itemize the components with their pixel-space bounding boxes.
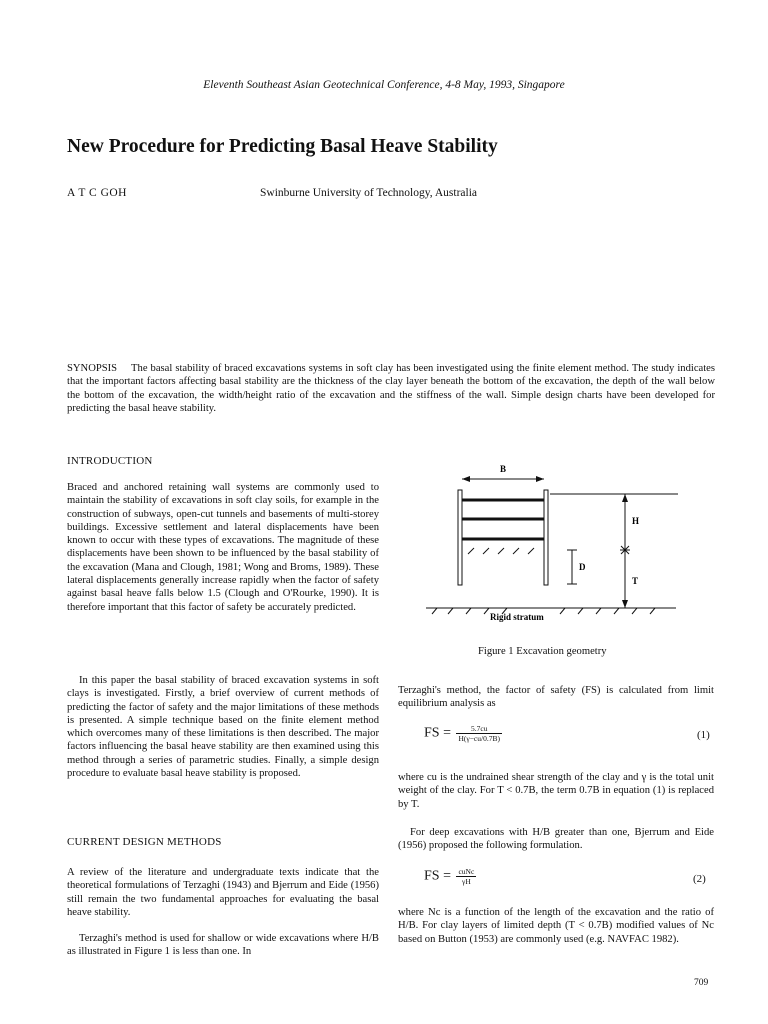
introduction-heading: INTRODUCTION [67, 455, 153, 467]
excavation-diagram [420, 458, 690, 628]
introduction-paragraph-1: Braced and anchored retaining wall systems are commonly used to maintain the stability of excavations in soft clay soils, for example in the construction of subways, open-cut tunnels and basements of multi-storey buildings. Excessive settlement and lateral displacements have been known to occur with these types of excavations. The magnitude of these displacements have been shown to be influenced by the basal stability of the excavation (Mana and Clough, 1981; Wong and Broms, 1989). These lateral displacements generally increase rapidly when the factor of safety against basal heave falls below 1.5 (Clough and O'Rourke, 1990). It is therefore important that this factor of safety be accurately predicted. [67, 482, 379, 613]
label-h: H [632, 516, 640, 526]
synopsis-text: The basal stability of braced excavations systems in soft clay has been investigated using the finite element method. The study indicates that the important factors affecting basal stability are the thickness of the clay layer beneath the bottom of the excavation, the depth of the wall below the bottom of the excavation, the width/height ratio of the excavation and the stiffness of the wall. Simple design charts have been developed for predicting the basal heave stability. [67, 363, 715, 415]
page-number: 709 [694, 978, 709, 988]
current-methods-paragraph-1: A review of the literature and undergraduate texts indicate that the theoretical formulations of Terzaghi (1943) and Bjerrum and Eide (1956) still remain the two fundamental approaches for evaluating the basal heave stability. [67, 867, 379, 918]
equation-1-numerator: 5.7cu [456, 724, 502, 734]
equation-1-number: (1) [697, 729, 710, 741]
label-d: D [579, 562, 586, 572]
equation-2-numerator: cuNc [458, 867, 475, 876]
right-paragraph-2: where cu is the undrained shear strength of the clay and γ is the total unit weight of the clay. For T < 0.7B, the term 0.7B in equation (1) is replaced by T. [398, 772, 714, 810]
left-wall [458, 490, 462, 585]
introduction-paragraph-2: In this paper the basal stability of braced excavation systems in soft clays is investigated. Firstly, a brief overview of current methods of predicting the factor of safety and the major limitations of these methods is presented. A simple technique based on the finite element method which overcomes many of these limitations is then described. The major factors influencing the basal heave stability are then examined using this method through a series of parametric studies. Finally, a simple design procedure to evaluate basal heave stability is proposed. [67, 675, 379, 780]
right-paragraph-4: where Nc is a function of the length of the excavation and the ratio of H/B. For clay layers of limited depth (T < 0.7B) modified values of Nc based on Button (1953) are commonly used (e.g. NAVFAC 1982). [398, 907, 714, 945]
equation-1-denominator: H(γ−cu/0.7B) [458, 734, 500, 743]
author-name: A T C GOH [67, 187, 127, 199]
equation-1 [424, 724, 502, 743]
author-affiliation: Swinburne University of Technology, Australia [260, 187, 478, 199]
equation-1-fraction [456, 724, 502, 743]
current-methods-paragraph-2: Terzaghi's method is used for shallow or wide excavations where H/B as illustrated in Figure 1 is less than one. In [67, 933, 379, 958]
right-paragraph-1: Terzaghi's method, the factor of safety (FS) is calculated from limit equilibrium analysis as [398, 685, 714, 710]
equation-2 [424, 867, 476, 886]
equation-2-number: (2) [693, 873, 706, 885]
label-t: T [632, 576, 639, 586]
current-methods-heading: CURRENT DESIGN METHODS [67, 836, 222, 848]
equation-2-fraction [456, 867, 476, 886]
right-wall [544, 490, 548, 585]
right-paragraph-3: For deep excavations with H/B greater than one, Bjerrum and Eide (1956) proposed the following formulation. [398, 827, 714, 852]
excavation-base-hatching [468, 548, 534, 554]
synopsis-label: SYNOPSIS [67, 363, 118, 374]
rigid-stratum-label: Rigid stratum [490, 612, 544, 622]
conference-header: Eleventh Southeast Asian Geotechnical Conference, 4-8 May, 1993, Singapore [203, 79, 565, 91]
b-arrow-right [536, 476, 544, 482]
figure-caption: Figure 1 Excavation geometry [478, 646, 607, 657]
b-arrow-left [462, 476, 470, 482]
paper-title: New Procedure for Predicting Basal Heave Stability [67, 136, 498, 157]
synopsis [67, 362, 715, 416]
label-b: B [500, 464, 507, 474]
figure-excavation-geometry [420, 458, 690, 633]
equation-1-lhs: FS = [424, 725, 451, 741]
equation-2-denominator: γH [462, 877, 471, 886]
equation-2-lhs: FS = [424, 868, 451, 884]
